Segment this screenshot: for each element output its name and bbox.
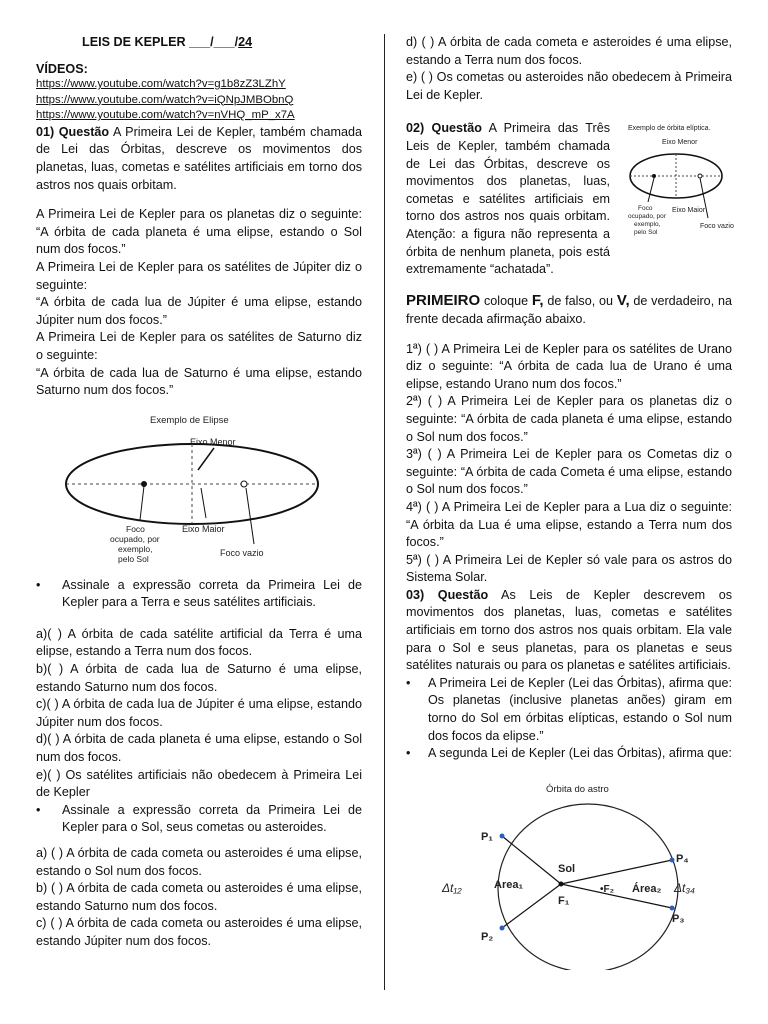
question-3-text: 03) Questão As Leis de Kepler descrevem os movimentos dos planetas, luas, cometas e satélites artificiais em torno dos astros nos quais orbitam. Ela vale para o Sol e seus planetas, para os planetas e seus satélites naturais ou para os planetas e satélites artificiais. xyxy=(406,587,733,673)
statement-5[interactable]: 5ª) ( ) A Primeira Lei de Kepler só vale para os astros do Sistema Solar. xyxy=(406,552,732,585)
ellipse1-focus-empty-label: Foco vazio xyxy=(220,547,264,558)
orbit-label-area1: Area₁ xyxy=(494,879,524,891)
column-divider xyxy=(384,34,385,990)
question-2-text: 02) Questão A Primeira das Três Leis de Kepler, também chamada de Lei das Órbitas, descreve os movimentos dos planetas, luas, cometas e satélites artificiais em torno dos astros nos quais orbitam. Atenção: a figura não representa a órbita de nenhum planeta, pois está extremamente “achatada”. xyxy=(406,121,610,277)
option-1e[interactable]: e)( ) Os satélites artificiais não obedecem à Primeira Lei de Kepler xyxy=(36,767,362,800)
ellipse1-minor-axis: Eixo Menor xyxy=(190,436,236,447)
orbit-label-area2: Área₂ xyxy=(632,883,662,895)
option-2a[interactable]: a) ( ) A órbita de cada cometa ou asteroides é uma elipse, estando o Sol num dos focos. xyxy=(36,846,362,878)
orbit-label-f1: F₁ xyxy=(558,895,570,907)
ellipse2-focus-label-4: pelo Sol xyxy=(634,229,658,237)
orbit-title: Órbita do astro xyxy=(546,784,609,795)
ellipse1-arrow-minor xyxy=(198,448,214,470)
option-1d[interactable]: d)( ) A órbita de cada planeta é uma elipse, estando o Sol num dos focos. xyxy=(36,732,362,765)
ellipse1-arrow-major xyxy=(201,488,206,518)
q1-paragraph-4: A Primeira Lei de Kepler para os satélites de Saturno diz o seguinte: xyxy=(36,330,362,362)
ellipse1-focus-label-2: ocupado, por xyxy=(110,533,160,544)
orbit-line-p4 xyxy=(561,860,672,884)
orbit-diagram xyxy=(440,780,710,970)
ellipse2-arrow-focus1 xyxy=(648,178,654,202)
ellipse1-focus-label-3: exemplo, xyxy=(118,543,153,554)
ellipse1-title: Exemplo de Elipse xyxy=(150,414,229,426)
ellipse2-focus-occupied xyxy=(652,174,656,178)
q1-paragraph-1: A Primeira Lei de Kepler para os planetas diz o seguinte: “A órbita de cada planeta é uma elipse, estando o Sol num dos focos.” xyxy=(36,207,362,257)
orbit-sun xyxy=(559,882,564,887)
option-2d[interactable]: d) ( ) A órbita de cada cometa e asteroides é uma elipse, estando a Terra num dos focos. xyxy=(406,35,732,67)
ellipse1-arrow-focus1 xyxy=(140,486,144,520)
video-link-3[interactable]: https://www.youtube.com/watch?v=nVHQ_mP_x7A xyxy=(36,109,295,122)
option-2c[interactable]: c) ( ) A órbita de cada cometa ou asteroides é uma elipse, estando Júpiter num dos focos. xyxy=(36,916,362,948)
ellipse2-focus-empty-label: Foco vazio xyxy=(700,223,734,231)
orbit-point-p2 xyxy=(500,926,505,931)
question-1-intro: 01) Questão A Primeira Lei de Kepler, também chamada de Lei das Órbitas, descreve os movimentos dos planetas, luas, cometas e satélites artificiais em torno dos astros nos quais orbitam. xyxy=(36,124,362,192)
ellipse2-focus-label-3: exemplo, xyxy=(634,221,661,229)
ellipse1-arrow-focus2 xyxy=(246,488,254,544)
bullet-2: • Assinale a expressão correta da Primeira Lei de Kepler para o Sol, seus cometas ou asteroides. xyxy=(36,802,362,837)
option-2b[interactable]: b) ( ) A órbita de cada cometa ou asteroides é uma elipse, estando Saturno num dos focos. xyxy=(36,881,362,913)
option-1a[interactable]: a)( ) A órbita de cada satélite artificial da Terra é uma elipse, estando a Terra num dos focos. xyxy=(36,626,362,659)
orbit-label-sun: Sol xyxy=(558,863,576,875)
video-link-1[interactable]: https://www.youtube.com/watch?v=g1b8zZ3LZhY xyxy=(36,78,286,90)
orbit-label-dt34: Δt₃₄ xyxy=(674,881,695,895)
instruction: PRIMEIRO coloque F, de falso, ou V, de verdadeiro, na frente decada afirmação abaixo. xyxy=(406,292,732,326)
orbit-point-p1 xyxy=(500,834,505,839)
orbit-point-p4 xyxy=(670,858,675,863)
ellipse1-focus-label-4: pelo Sol xyxy=(118,553,149,564)
ellipse2-minor-axis: Eixo Menor xyxy=(662,139,698,147)
statement-3[interactable]: 3ª) ( ) A Primeira Lei de Kepler para os Cometas diz o seguinte: “A órbita de cada Cometa é uma elipse, estando o Sol num dos focos.” xyxy=(406,447,732,497)
ellipse-diagram-1 xyxy=(36,408,362,573)
orbit-line-p1 xyxy=(502,836,561,884)
orbit-label-p4: P₄ xyxy=(676,853,689,865)
right-column xyxy=(406,34,732,763)
ellipse1-focus-label-1: Foco xyxy=(126,523,145,534)
q3-bullet-2: • A segunda Lei de Kepler (Lei das Órbitas), afirma que: xyxy=(406,745,732,763)
orbit-point-p3 xyxy=(670,906,675,911)
ellipse2-major-axis: Eixo Maior xyxy=(672,207,706,215)
left-column xyxy=(36,62,362,951)
q1-paragraph-5: “A órbita de cada lua de Saturno é uma elipse, estando Saturno num dos focos.” xyxy=(36,365,362,398)
ellipse1-focus-empty xyxy=(241,481,247,487)
page-title: LEIS DE KEPLER ___/___/24 xyxy=(82,35,253,49)
orbit-label-p1: P₁ xyxy=(481,831,493,843)
q1-paragraph-3: “A órbita de cada lua de Júpiter é uma elipse, estando Júpiter num dos focos.” xyxy=(36,295,362,327)
orbit-label-p2: P₂ xyxy=(481,931,494,943)
statement-4[interactable]: 4ª) ( ) A Primeira Lei de Kepler para a Lua diz o seguinte: “A órbita da Lua é uma elipse, estando a Terra num dos focos.” xyxy=(406,499,732,550)
q1-paragraph-2: A Primeira Lei de Kepler para os satélites de Júpiter diz o seguinte: xyxy=(36,259,362,292)
videos-label: VÍDEOS: xyxy=(36,62,88,76)
bullet-1: • Assinale a expressão correta da Primeira Lei de Kepler para a Terra e seus satélites artificiais. xyxy=(36,577,362,612)
orbit-label-dt12: Δt₁₂ xyxy=(442,881,462,895)
q3-bullet-1: • A Primeira Lei de Kepler (Lei das Órbitas), afirma que: Os planetas (inclusive planetas anões) giram em torno do Sol em órbitas elípticas, estando o Sol num dos focos da elipse.” xyxy=(406,675,732,745)
ellipse2-title: Exemplo de órbita elíptica. xyxy=(628,125,711,133)
question-2-block xyxy=(406,120,732,288)
orbit-label-f2: •F₂ xyxy=(600,884,615,895)
ellipse2-focus-label-1: Foco xyxy=(638,205,653,213)
video-link-2[interactable]: https://www.youtube.com/watch?v=iQNpJMBObnQ xyxy=(36,93,294,106)
option-1c[interactable]: c)( ) A órbita de cada lua de Júpiter é uma elipse, estando Júpiter num dos focos. xyxy=(36,697,362,729)
statement-1[interactable]: 1ª) ( ) A Primeira Lei de Kepler para os satélites de Urano diz o seguinte: “A órbita de cada lua de Urano é uma elipse, estando Urano num dos focos.” xyxy=(406,341,732,391)
statement-2[interactable]: 2ª) ( ) A Primeira Lei de Kepler para os planetas diz o seguinte: “A órbita de cada planeta é uma elipse, estando o Sol num dos focos.” xyxy=(406,394,732,444)
ellipse-diagram-2 xyxy=(616,120,740,260)
option-1b[interactable]: b)( ) A órbita de cada lua de Saturno é uma elipse, estando Saturno num dos focos. xyxy=(36,662,362,694)
option-2e[interactable]: e) ( ) Os cometas ou asteroides não obedecem à Primeira Lei de Kepler. xyxy=(406,70,732,102)
ellipse2-focus-empty xyxy=(698,174,702,178)
orbit-label-p3: P₃ xyxy=(672,913,685,925)
ellipse1-major-axis: Eixo Maior xyxy=(182,523,225,534)
ellipse2-focus-label-2: ocupado, por xyxy=(628,213,666,221)
